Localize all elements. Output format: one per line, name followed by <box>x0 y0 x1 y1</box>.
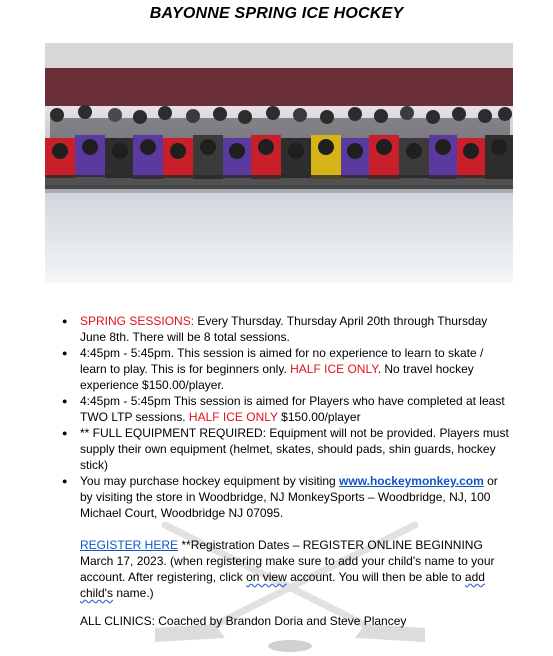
spellcheck-add-childs: add child's <box>80 570 485 600</box>
registration-paragraph <box>80 537 510 601</box>
equipment-required-text: ** FULL EQUIPMENT REQUIRED: Equipment will not be provided. Players must supply their own equipment (helmet, skates, should pads, shin guards, hockey stick) <box>80 426 509 472</box>
spring-sessions-label: SPRING SESSIONS: <box>80 314 195 328</box>
ltp-session-price: $150.00/player <box>277 410 361 424</box>
team-photo <box>45 43 513 283</box>
spring-sessions-text: Every Thursday. Thursday April 20th through Thursday June 8th. There will be 8 total sessions. <box>80 314 488 344</box>
page-title: BAYONNE SPRING ICE HOCKEY <box>149 5 404 22</box>
store-address-text: or by visiting the store in Woodbridge, NJ MonkeySports – Woodbridge, NJ, 100 Michael Court, Woodbridge NJ 07095. <box>80 474 498 520</box>
session-info-list <box>62 313 512 521</box>
list-item <box>62 313 512 345</box>
purchase-equipment-text: You may purchase hockey equipment by visiting <box>80 474 340 488</box>
clinics-coaches: ALL CLINICS: Coached by Brandon Doria and Steve Plancey <box>80 614 407 628</box>
register-here-link[interactable]: REGISTER HERE <box>80 538 179 552</box>
beginner-session-price: . No travel hockey experience $150.00/player. <box>80 362 474 392</box>
list-item <box>62 393 512 425</box>
beginner-session-text: 4:45pm - 5:45pm. This session is aimed for no experience to learn to skate / learn to play. This is for beginners only. <box>80 346 484 376</box>
hockeymonkey-link[interactable]: www.hockeymonkey.com <box>339 474 484 488</box>
spellcheck-on-view: on view <box>246 570 287 584</box>
list-item <box>62 345 512 393</box>
list-item <box>62 473 512 521</box>
list-item <box>62 425 512 473</box>
registration-text-3: name.) <box>112 586 154 600</box>
registration-text-2: account. You will then be able to <box>286 570 465 584</box>
half-ice-label: HALF ICE ONLY <box>290 362 378 376</box>
half-ice-label: HALF ICE ONLY <box>188 410 278 424</box>
team-photo-graphic <box>45 43 513 283</box>
registration-dates-text: **Registration Dates – REGISTER ONLINE BEGINNING March 17, 2023. (when registering make sure to add your child's name to your account. After registering, click <box>80 538 495 584</box>
ltp-session-text: 4:45pm - 5:45pm This session is aimed for Players who have completed at least TWO LTP sessions. <box>80 394 505 424</box>
